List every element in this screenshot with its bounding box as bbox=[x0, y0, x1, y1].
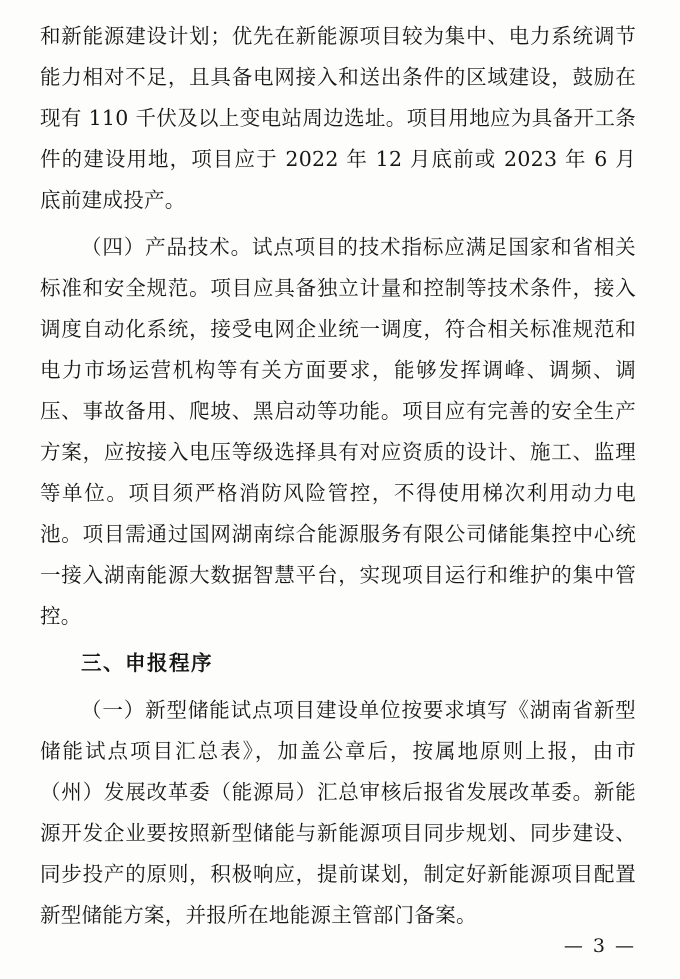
document-body bbox=[40, 16, 636, 936]
paragraph-continued: 和新能源建设计划；优先在新能源项目较为集中、电力系统调节能力相对不足，且具备电网接入和送出条件的区域建设，鼓励在现有 110 千伏及以上变电站周边选址。项目用地应为具备开工条件的建设用地，项目应于 2022 年 12 月底前或 2023 年 6 月底前建成投产。 bbox=[40, 24, 636, 212]
paragraph-product-technology: （四）产品技术。试点项目的技术指标应满足国家和省相关标准和安全规范。项目应具备独立计量和控制等技术条件，接入调度自动化系统，接受电网企业统一调度，符合相关标准规范和电力市场运营机构等有关方面要求，能够发挥调峰、调频、调压、事故备用、爬坡、黑启动等功能。项目应有完善的安全生产方案，应按接入电压等级选择具有对应资质的设计、施工、监理等单位。项目须严格消防风险管控，不得使用梯次利用动力电池。项目需通过国网湖南综合能源服务有限公司储能集控中心统一接入湖南能源大数据智慧平台，实现项目运行和维护的集中管控。 bbox=[40, 235, 636, 628]
paragraph-application-item-one: （一）新型储能试点项目建设单位按要求填写《湖南省新型储能试点项目汇总表》，加盖公章后，按属地原则上报，由市（州）发展改革委（能源局）汇总审核后报省发展改革委。新能源开发企业要按照新型储能与新能源项目同步规划、同步建设、同步投产的原则，积极响应，提前谋划，制定好新能源项目配置新型储能方案，并报所在地能源主管部门备案。 bbox=[40, 698, 636, 927]
page-number-footer: — 3 — bbox=[563, 935, 636, 957]
section-heading-application-procedure: 三、申报程序 bbox=[81, 651, 213, 675]
